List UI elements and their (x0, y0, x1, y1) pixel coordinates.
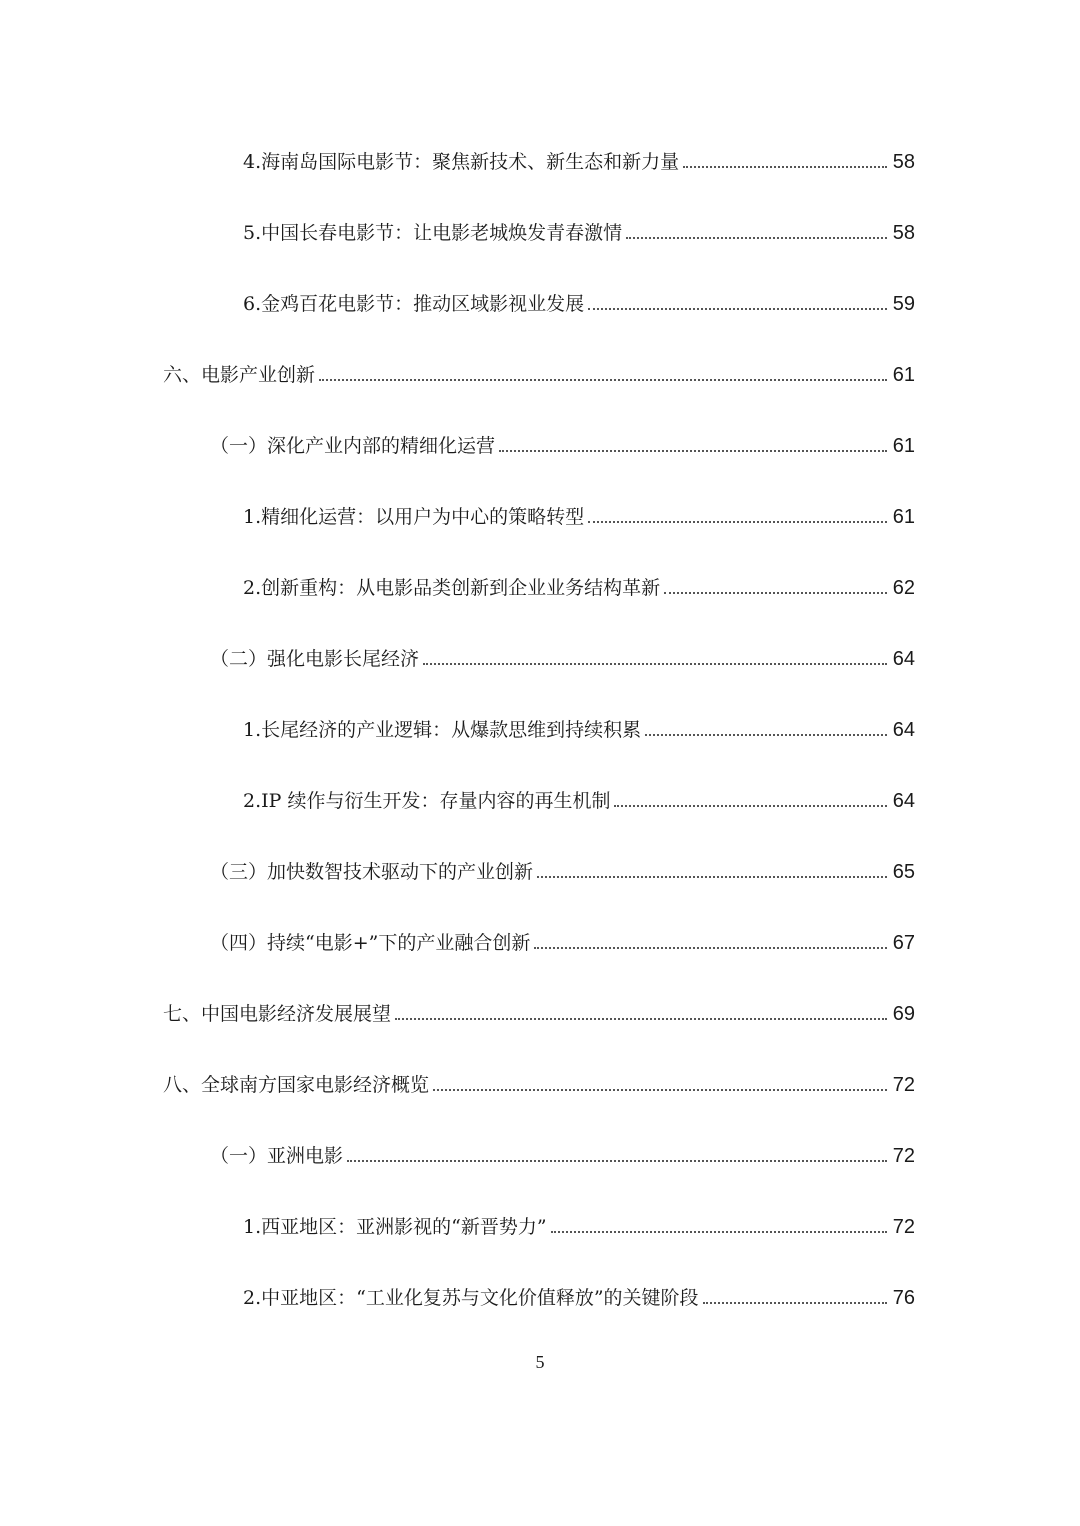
dot-leader (683, 165, 887, 168)
toc-entry-title: （三）加快数智技术驱动下的产业创新 (210, 861, 534, 883)
toc-entry-page: 61 (892, 435, 915, 457)
toc-entry-page: 72 (892, 1074, 915, 1096)
toc-entry[interactable] (243, 784, 915, 814)
toc-entry-title: 六、电影产业创新 (163, 364, 316, 386)
toc-entry[interactable] (243, 1210, 915, 1240)
toc-entry-title: 2.IP 续作与衍生开发：存量内容的再生机制 (243, 790, 611, 812)
toc-entry-title: （一）亚洲电影 (210, 1145, 344, 1167)
toc-entry[interactable] (210, 855, 915, 885)
toc-entry-page: 64 (892, 648, 915, 670)
toc-entry-page: 62 (892, 577, 915, 599)
toc-entry[interactable] (210, 429, 915, 459)
toc-entry-page: 59 (892, 293, 915, 315)
dot-leader (319, 378, 887, 381)
toc-entry-page: 61 (892, 364, 915, 386)
toc-entry-title: 1.长尾经济的产业逻辑：从爆款思维到持续积累 (243, 719, 642, 741)
toc-entry[interactable] (163, 1068, 915, 1098)
dot-leader (588, 520, 887, 523)
dot-leader (537, 875, 887, 878)
toc-entry[interactable] (163, 358, 915, 388)
toc-entry-page: 58 (892, 222, 915, 244)
toc-entry-title: （一）深化产业内部的精细化运营 (210, 435, 496, 457)
dot-leader (433, 1088, 887, 1091)
toc-entry-title: 5.中国长春电影节：让电影老城焕发青春激情 (243, 222, 623, 244)
toc-entry-page: 61 (892, 506, 915, 528)
dot-leader (423, 662, 887, 665)
dot-leader (551, 1230, 887, 1233)
toc-entry-title: 2.中亚地区：“工业化复苏与文化价值释放”的关键阶段 (243, 1287, 699, 1309)
page-number: 5 (535, 1352, 545, 1372)
toc-entry[interactable] (243, 145, 915, 175)
toc-entry[interactable] (210, 1139, 915, 1169)
toc-entry[interactable] (243, 571, 915, 601)
dot-leader (347, 1159, 887, 1162)
toc-entry[interactable] (243, 287, 915, 317)
toc-entry-title: （二）强化电影长尾经济 (210, 648, 420, 670)
toc-entry[interactable] (243, 500, 915, 530)
dot-leader (534, 946, 887, 949)
toc-entry-page: 72 (892, 1216, 915, 1238)
dot-leader (614, 804, 887, 807)
dot-leader (645, 733, 887, 736)
toc-entry-page: 64 (892, 719, 915, 741)
toc-entry-title: 4.海南岛国际电影节：聚焦新技术、新生态和新力量 (243, 151, 680, 173)
toc-entry-page: 64 (892, 790, 915, 812)
toc-entry[interactable] (243, 216, 915, 246)
dot-leader (395, 1017, 887, 1020)
toc-entry[interactable] (210, 926, 915, 956)
toc-entry[interactable] (210, 642, 915, 672)
dot-leader (703, 1301, 887, 1304)
toc-entry-page: 76 (892, 1287, 915, 1309)
toc-entry-page: 72 (892, 1145, 915, 1167)
toc-entry-title: 2.创新重构：从电影品类创新到企业业务结构革新 (243, 577, 661, 599)
toc-entry-page: 67 (892, 932, 915, 954)
toc-entry-title: 七、中国电影经济发展展望 (163, 1003, 392, 1025)
toc-entry-title: 1.精细化运营：以用户为中心的策略转型 (243, 506, 585, 528)
toc-entry[interactable] (243, 713, 915, 743)
dot-leader (664, 591, 887, 594)
toc-entry-title: 1.西亚地区：亚洲影视的“新晋势力” (243, 1216, 547, 1238)
toc-entry-title: 八、全球南方国家电影经济概览 (163, 1074, 430, 1096)
toc-entry-page: 58 (892, 151, 915, 173)
toc-entry-title: （四）持续“电影+”下的产业融合创新 (210, 932, 531, 954)
toc-entry-page: 69 (892, 1003, 915, 1025)
dot-leader (588, 307, 887, 310)
toc-entry[interactable] (243, 1281, 915, 1311)
dot-leader (499, 449, 887, 452)
toc-entry-page: 65 (892, 861, 915, 883)
dot-leader (626, 236, 887, 239)
toc-entry[interactable] (163, 997, 915, 1027)
toc-entry-title: 6.金鸡百花电影节：推动区域影视业发展 (243, 293, 585, 315)
